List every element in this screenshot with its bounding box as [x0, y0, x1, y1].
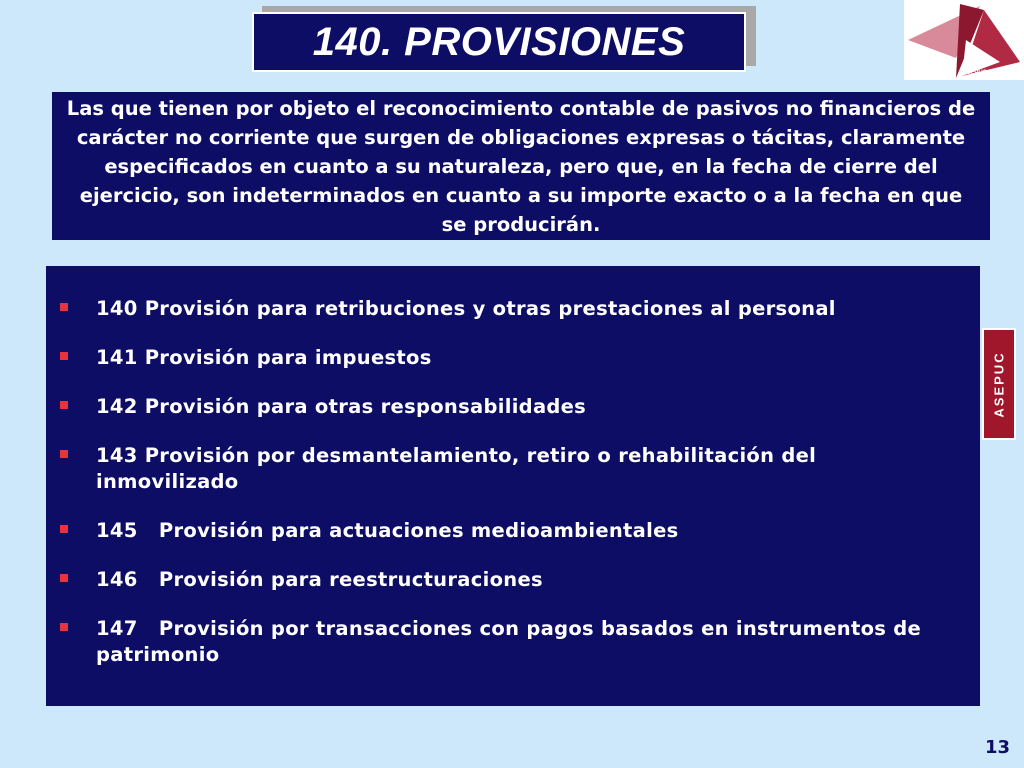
bullet-icon: [60, 574, 68, 582]
list-item-text: 142 Provisión para otras responsabilidades: [96, 395, 587, 418]
title-banner: [252, 12, 746, 72]
list-item: [56, 394, 960, 420]
list-item-text: 147 Provisión por transacciones con pagos basados en instrumentos de patrimonio: [96, 617, 929, 666]
list-item: [56, 567, 960, 593]
page-number: 13: [984, 737, 1010, 758]
list-item-text: 141 Provisión para impuestos: [96, 346, 432, 369]
page-title: 140. PROVISIONES: [312, 19, 686, 64]
bullet-icon: [60, 450, 68, 458]
definition-text: Las que tienen por objeto el reconocimiento contable de pasivos no financieros de carácter no corriente que surgen de obligaciones expresas o tácitas, claramente especificados en cuanto a su naturaleza, pero que, en la fecha de cierre del ejercicio, son indeterminados en cuanto a su importe exacto o a la fecha en que se producirán.: [66, 96, 976, 236]
asepuc-logo: [904, 0, 1024, 80]
list-item: [56, 345, 960, 371]
bullet-icon: [60, 303, 68, 311]
list-item-text: 140 Provisión para retribuciones y otras prestaciones al personal: [96, 297, 836, 320]
list-item: [56, 296, 960, 322]
list-item: [56, 616, 960, 668]
list-item: [56, 443, 960, 495]
asepuc-side-tab: [982, 328, 1016, 440]
bullet-icon: [60, 352, 68, 360]
side-tab-label: ASEPUC: [991, 350, 1007, 418]
bullet-icon: [60, 623, 68, 631]
list-item-text: 146 Provisión para reestructuraciones: [96, 568, 543, 591]
accounts-list: [46, 266, 980, 706]
asepuc-logo-icon: [904, 0, 1024, 80]
list-item-text: 143 Provisión por desmantelamiento, retiro o rehabilitación del inmovilizado: [96, 444, 824, 493]
bullet-icon: [60, 525, 68, 533]
list-item: [56, 518, 960, 544]
logo-label: ASEPUC: [962, 70, 988, 76]
list-item-text: 145 Provisión para actuaciones medioambientales: [96, 519, 679, 542]
bullet-icon: [60, 401, 68, 409]
definition-box: [52, 92, 990, 240]
